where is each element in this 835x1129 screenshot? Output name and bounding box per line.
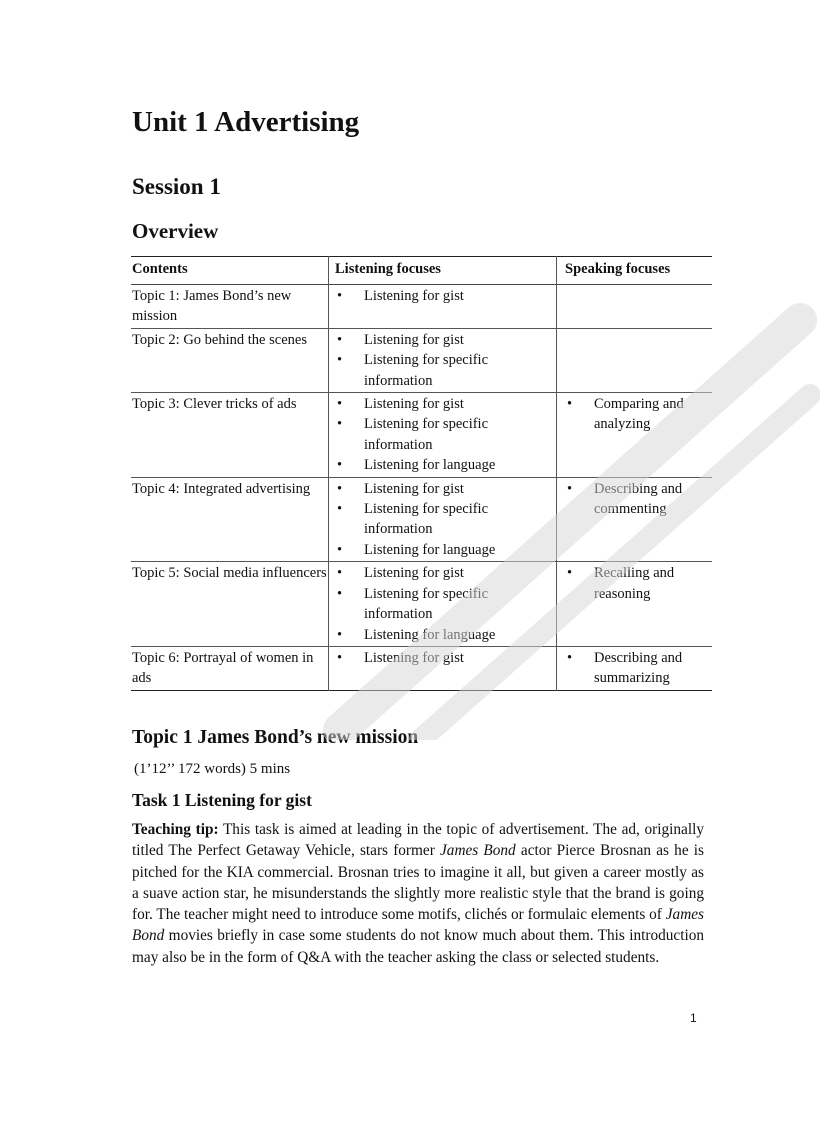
bullet-dot-icon: •: [337, 396, 343, 413]
bullet-item: [335, 563, 556, 583]
bullet-list: [335, 286, 556, 306]
tip-text-1: This task is aimed at leading in the topic of advertisement. The ad, originally titled The Perfect Getaway Vehicle, stars former: [132, 821, 704, 860]
listening-cell: [329, 562, 557, 647]
bullet-text: Listening for gist: [364, 331, 464, 348]
bullet-text: Describing and commenting: [594, 480, 683, 518]
bullet-list: [335, 330, 556, 391]
listening-cell: [329, 393, 557, 478]
bullet-item: [335, 414, 556, 455]
bullet-dot-icon: •: [567, 480, 573, 497]
listening-cell: [329, 477, 557, 562]
bullet-dot-icon: •: [337, 626, 343, 643]
speaking-cell: [557, 477, 713, 562]
bullet-item: [565, 648, 712, 689]
table-row: [131, 393, 712, 478]
bullet-text: Listening for specific information: [364, 585, 489, 623]
header-speaking: Speaking focuses: [565, 261, 671, 277]
bullet-dot-icon: •: [337, 480, 343, 497]
bullet-dot-icon: •: [567, 396, 573, 413]
bullet-text: Comparing and analyzing: [594, 396, 684, 433]
bullet-item: [335, 648, 556, 668]
speaking-cell: [557, 562, 713, 647]
bullet-dot-icon: •: [337, 565, 343, 582]
bullet-item: [335, 584, 556, 625]
table-row: [131, 285, 712, 329]
bullet-dot-icon: •: [337, 649, 343, 666]
bullet-text: Recalling and reasoning: [594, 565, 675, 602]
session-title: Session 1: [132, 174, 221, 199]
bullet-item: [565, 563, 712, 604]
listening-cell: [329, 646, 557, 690]
table-header-row: [131, 257, 712, 285]
bullet-item: [335, 625, 556, 645]
table-body: [131, 285, 712, 691]
bullet-list: [335, 563, 556, 645]
bullet-text: Listening for gist: [364, 288, 464, 304]
content-cell: Topic 2: Go behind the scenes: [131, 328, 329, 392]
bullet-list: [565, 479, 712, 520]
content-cell: Topic 6: Portrayal of women in ads: [131, 646, 329, 690]
content-cell: Topic 4: Integrated advertising: [131, 477, 329, 562]
unit-title: Unit 1 Advertising: [132, 106, 360, 138]
bullet-text: Listening for language: [364, 626, 496, 643]
bullet-dot-icon: •: [567, 565, 573, 582]
content-cell: Topic 5: Social media influencers: [131, 562, 329, 647]
tip-text-3: movies briefly in case some students do not know much about them. This introduction may also be in the form of Q&A with the teacher asking the class or selected students.: [132, 927, 704, 966]
topic-meta: (1’12’’ 172 words) 5 mins: [134, 761, 291, 777]
bullet-item: [335, 479, 556, 499]
speaking-cell: [557, 393, 713, 478]
bullet-dot-icon: •: [337, 352, 343, 369]
tip-italic-1: James Bond: [440, 842, 516, 860]
bullet-text: Listening for specific information: [364, 501, 489, 538]
bullet-list: [565, 648, 712, 689]
bullet-item: [335, 540, 556, 560]
speaking-cell: [557, 285, 713, 329]
bullet-item: [335, 455, 556, 475]
overview-table: [131, 256, 712, 691]
bullet-item: [335, 499, 556, 540]
bullet-dot-icon: •: [337, 541, 343, 558]
bullet-text: Listening for language: [364, 457, 496, 474]
bullet-dot-icon: •: [337, 501, 343, 518]
bullet-text: Listening for gist: [364, 649, 464, 666]
table-row: [131, 477, 712, 562]
header-contents: Contents: [131, 257, 329, 285]
bullet-list: [335, 394, 556, 476]
bullet-list: [335, 479, 556, 561]
tip-text-2: actor Pierce Brosnan as he is pitched for the KIA commercial. Brosnan tries to imagine it all, but given a career mostly as a suave action star, he misunderstands the slightly more realistic style that the brand is going for. The teacher might need to introduce some motifs, clichés or formulaic elements of: [132, 842, 704, 924]
bullet-item: [565, 479, 712, 520]
bullet-text: Listening for gist: [364, 396, 464, 413]
bullet-text: Listening for gist: [364, 480, 464, 497]
bullet-item: [335, 394, 556, 414]
table-row: [131, 562, 712, 647]
content-cell: Topic 1: James Bond’s new mission: [131, 285, 329, 329]
content-cell: Topic 3: Clever tricks of ads: [131, 393, 329, 478]
teaching-tip-paragraph: [132, 819, 704, 968]
table-row: [131, 646, 712, 690]
task-heading: Task 1 Listening for gist: [132, 790, 312, 810]
tip-italic-2: James Bond: [132, 906, 704, 945]
bullet-dot-icon: •: [337, 585, 343, 602]
speaking-cell: [557, 328, 713, 392]
speaking-cell: [557, 646, 713, 690]
bullet-text: Listening for specific information: [364, 416, 489, 453]
bullet-item: [335, 330, 556, 350]
bullet-item: [565, 394, 712, 435]
bullet-list: [565, 394, 712, 435]
overview-title: Overview: [132, 219, 219, 243]
bullet-dot-icon: •: [337, 416, 343, 433]
bullet-dot-icon: •: [337, 331, 343, 348]
teaching-tip-label: Teaching tip:: [132, 821, 219, 838]
bullet-item: [335, 286, 556, 306]
bullet-text: Describing and summarizing: [594, 649, 683, 687]
listening-cell: [329, 328, 557, 392]
bullet-text: Listening for gist: [364, 565, 464, 582]
header-listening: Listening focuses: [329, 257, 557, 285]
bullet-dot-icon: •: [567, 649, 573, 666]
page-number: 1: [690, 1011, 697, 1025]
bullet-list: [335, 648, 556, 668]
bullet-dot-icon: •: [337, 457, 343, 474]
bullet-text: Listening for language: [364, 541, 496, 558]
bullet-text: Listening for specific information: [364, 352, 489, 389]
table-row: [131, 328, 712, 392]
bullet-dot-icon: •: [337, 288, 343, 304]
listening-cell: [329, 285, 557, 329]
bullet-item: [335, 350, 556, 391]
topic-heading: Topic 1 James Bond’s new mission: [132, 727, 419, 748]
bullet-list: [565, 563, 712, 604]
